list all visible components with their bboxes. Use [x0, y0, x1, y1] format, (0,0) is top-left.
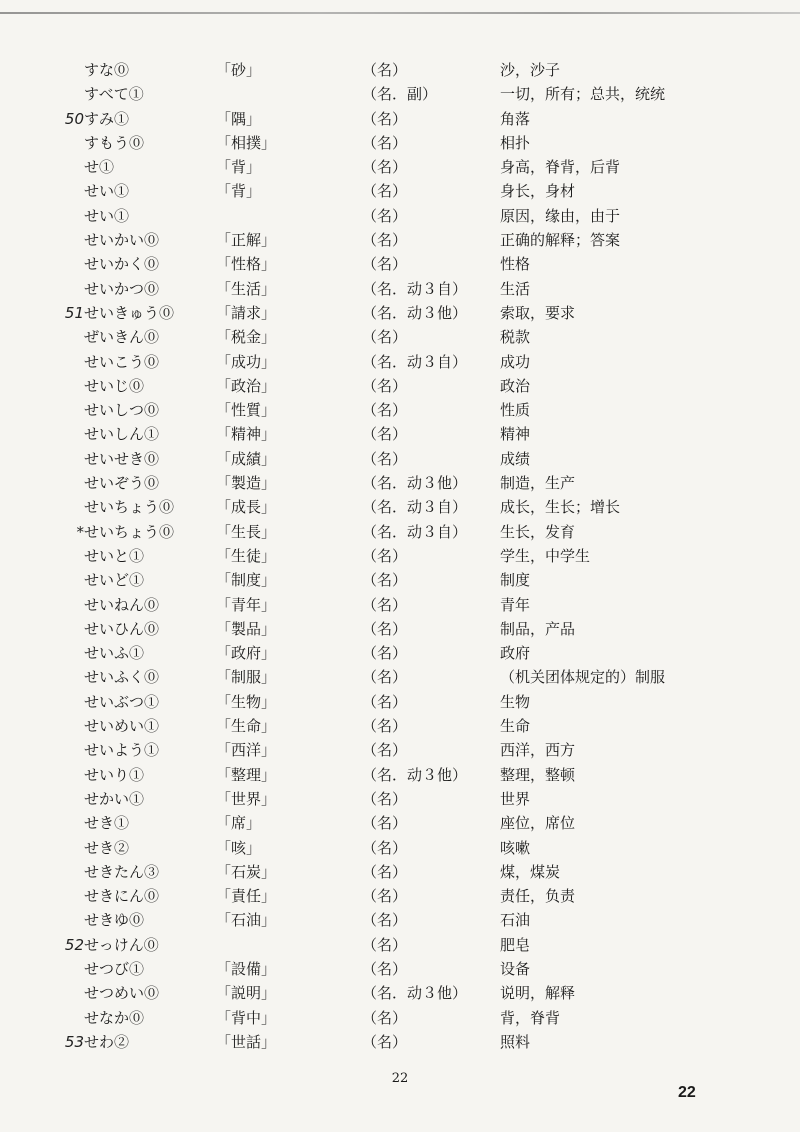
- entry-meaning: 税款: [500, 328, 531, 347]
- handwritten-mark: 51: [64, 303, 84, 322]
- entry-reading: せなか⓪: [84, 1008, 145, 1027]
- page-number-corner: 22: [678, 1084, 696, 1101]
- entry-kanji: 「生活」: [216, 279, 277, 298]
- entry-meaning: 座位，席位: [500, 814, 576, 833]
- entry-meaning: 照料: [500, 1032, 531, 1051]
- entry-part-of-speech: （名．动３他）: [362, 303, 468, 322]
- entry-meaning: 精神: [500, 425, 531, 444]
- vocab-entry: [0, 204, 800, 228]
- entry-part-of-speech: （名．副）: [362, 85, 438, 104]
- vocab-entry: [0, 350, 800, 374]
- entry-reading: せいじ⓪: [84, 376, 145, 395]
- vocabulary-list: [0, 58, 800, 1054]
- entry-part-of-speech: （名）: [362, 61, 408, 79]
- entry-part-of-speech: （名）: [362, 959, 408, 978]
- entry-kanji: 「砂」: [216, 61, 262, 79]
- vocab-entry: [0, 738, 800, 762]
- entry-reading: せいり①: [84, 765, 145, 784]
- vocab-entry: [0, 228, 800, 252]
- entry-part-of-speech: （名）: [362, 789, 408, 808]
- entry-kanji: 「席」: [216, 814, 262, 833]
- vocab-entry: [0, 787, 800, 811]
- entry-meaning: 说明，解释: [500, 984, 576, 1003]
- entry-kanji: 「背」: [216, 182, 262, 201]
- entry-kanji: 「成功」: [216, 352, 277, 371]
- vocab-entry: [0, 398, 800, 422]
- entry-kanji: 「西洋」: [216, 741, 277, 760]
- entry-meaning: 索取，要求: [500, 303, 576, 322]
- entry-meaning: 成功: [500, 352, 531, 371]
- entry-meaning: 背，脊背: [500, 1008, 561, 1027]
- entry-part-of-speech: （名．动３自）: [362, 279, 468, 298]
- entry-part-of-speech: （名）: [362, 1008, 408, 1027]
- entry-reading: せきにん⓪: [84, 887, 160, 906]
- handwritten-mark: 53: [64, 1032, 84, 1051]
- entry-meaning: 身高，脊背，后背: [500, 158, 621, 177]
- entry-part-of-speech: （名．动３自）: [362, 498, 468, 517]
- entry-part-of-speech: （名）: [362, 133, 408, 152]
- entry-reading: せいこう⓪: [84, 352, 160, 371]
- entry-part-of-speech: （名）: [362, 449, 408, 468]
- entry-part-of-speech: （名）: [362, 619, 408, 638]
- entry-meaning: 相扑: [500, 133, 531, 152]
- vocab-entry: [0, 82, 800, 106]
- entry-reading: せいきゅう⓪: [84, 303, 175, 322]
- entry-kanji: 「世話」: [216, 1032, 277, 1051]
- page-number: 22: [391, 1071, 409, 1086]
- entry-kanji: 「青年」: [216, 595, 277, 614]
- entry-reading: せいかつ⓪: [84, 279, 160, 298]
- entry-kanji: 「精神」: [216, 425, 277, 444]
- entry-meaning: 设备: [500, 959, 531, 978]
- entry-reading: すべて①: [84, 85, 144, 104]
- entry-reading: せいかく⓪: [84, 255, 160, 274]
- entry-reading: せい①: [84, 206, 130, 225]
- entry-meaning: 制造，生产: [500, 474, 576, 493]
- entry-reading: せいふ①: [84, 644, 145, 663]
- entry-kanji: 「成績」: [216, 449, 277, 468]
- entry-reading: すな⓪: [84, 61, 130, 79]
- entry-kanji: 「設備」: [216, 959, 277, 978]
- entry-reading: せいねん⓪: [84, 595, 160, 614]
- entry-reading: せ①: [84, 158, 115, 177]
- vocab-entry: [0, 665, 800, 689]
- entry-reading: せいふく⓪: [84, 668, 160, 687]
- entry-part-of-speech: （名．动３自）: [362, 522, 468, 541]
- entry-meaning: 角落: [500, 109, 531, 128]
- entry-kanji: 「生命」: [216, 717, 277, 736]
- vocab-entry: [0, 520, 800, 544]
- entry-reading: せいちょう⓪: [84, 522, 175, 541]
- entry-meaning: 原因，缘由，由于: [500, 206, 621, 225]
- entry-part-of-speech: （名）: [362, 887, 408, 906]
- entry-reading: せいめい①: [84, 717, 160, 736]
- vocab-entry: [0, 933, 800, 957]
- entry-meaning: 石油: [500, 911, 531, 930]
- vocab-entry: [0, 593, 800, 617]
- entry-part-of-speech: （名．动３他）: [362, 984, 468, 1003]
- entry-part-of-speech: （名）: [362, 255, 408, 274]
- entry-part-of-speech: （名）: [362, 328, 408, 347]
- entry-reading: せいかい⓪: [84, 231, 160, 250]
- entry-meaning: 身长，身材: [500, 182, 576, 201]
- entry-part-of-speech: （名）: [362, 376, 408, 395]
- entry-reading: すもう⓪: [84, 133, 145, 152]
- handwritten-mark: 52: [64, 935, 84, 954]
- vocab-entry: [0, 374, 800, 398]
- entry-meaning: 沙，沙子: [500, 61, 561, 79]
- vocab-entry: [0, 447, 800, 471]
- entry-reading: ぜいきん⓪: [84, 328, 160, 347]
- entry-reading: せいよう①: [84, 741, 160, 760]
- entry-meaning: 生物: [500, 692, 531, 711]
- vocab-entry: [0, 544, 800, 568]
- entry-reading: せいひん⓪: [84, 619, 160, 638]
- entry-kanji: 「世界」: [216, 789, 277, 808]
- entry-part-of-speech: （名．动３他）: [362, 474, 468, 493]
- entry-meaning: 政治: [500, 376, 531, 395]
- entry-kanji: 「政治」: [216, 376, 277, 395]
- vocab-entry: [0, 763, 800, 787]
- entry-part-of-speech: （名）: [362, 668, 408, 687]
- entry-part-of-speech: （名）: [362, 862, 408, 881]
- vocab-entry: [0, 252, 800, 276]
- entry-part-of-speech: （名）: [362, 546, 408, 565]
- vocab-entry: [0, 836, 800, 860]
- entry-kanji: 「背」: [216, 158, 262, 177]
- entry-reading: せいちょう⓪: [84, 498, 175, 517]
- entry-meaning: 性格: [500, 255, 531, 274]
- entry-kanji: 「制度」: [216, 571, 277, 590]
- entry-meaning: 成长，生长；增长: [500, 498, 621, 517]
- entry-meaning: 生命: [500, 717, 531, 736]
- handwritten-mark: *: [76, 522, 84, 541]
- handwritten-mark: 50: [64, 109, 84, 128]
- entry-kanji: 「咳」: [216, 838, 262, 857]
- vocab-entry: [0, 617, 800, 641]
- vocab-entry: [0, 179, 800, 203]
- vocab-entry: [0, 957, 800, 981]
- vocab-entry: [0, 301, 800, 325]
- entry-reading: せいぶつ①: [84, 692, 160, 711]
- vocab-entry: [0, 1030, 800, 1054]
- entry-kanji: 「説明」: [216, 984, 277, 1003]
- entry-meaning: 生长，发育: [500, 522, 576, 541]
- entry-kanji: 「請求」: [216, 303, 277, 322]
- entry-meaning: 制度: [500, 571, 531, 590]
- entry-reading: せいせき⓪: [84, 449, 160, 468]
- entry-meaning: 西洋，西方: [500, 741, 576, 760]
- vocab-entry: [0, 58, 800, 82]
- entry-meaning: 正确的解释；答案: [500, 231, 621, 250]
- vocab-entry: [0, 860, 800, 884]
- entry-part-of-speech: （名）: [362, 1032, 408, 1051]
- entry-part-of-speech: （名．动３他）: [362, 765, 468, 784]
- vocab-entry: [0, 908, 800, 932]
- entry-meaning: 责任，负责: [500, 887, 576, 906]
- entry-kanji: 「石炭」: [216, 862, 277, 881]
- entry-kanji: 「税金」: [216, 328, 277, 347]
- entry-part-of-speech: （名）: [362, 838, 408, 857]
- entry-reading: せき①: [84, 814, 130, 833]
- vocab-entry: [0, 155, 800, 179]
- entry-kanji: 「責任」: [216, 887, 277, 906]
- entry-part-of-speech: （名）: [362, 231, 408, 250]
- entry-kanji: 「成長」: [216, 498, 277, 517]
- entry-part-of-speech: （名）: [362, 206, 408, 225]
- entry-reading: せかい①: [84, 789, 145, 808]
- entry-part-of-speech: （名）: [362, 741, 408, 760]
- entry-reading: せい①: [84, 182, 130, 201]
- entry-kanji: 「性質」: [216, 401, 277, 420]
- entry-reading: せいしん①: [84, 425, 160, 444]
- entry-part-of-speech: （名）: [362, 571, 408, 590]
- vocab-entry: [0, 471, 800, 495]
- vocab-entry: [0, 325, 800, 349]
- entry-kanji: 「石油」: [216, 911, 277, 930]
- entry-kanji: 「隅」: [216, 109, 262, 128]
- entry-meaning: 青年: [500, 595, 531, 614]
- entry-part-of-speech: （名．动３自）: [362, 352, 468, 371]
- entry-reading: せつめい⓪: [84, 984, 160, 1003]
- entry-part-of-speech: （名）: [362, 401, 408, 420]
- entry-part-of-speech: （名）: [362, 182, 408, 201]
- vocab-entry: [0, 131, 800, 155]
- entry-kanji: 「性格」: [216, 255, 277, 274]
- entry-meaning: （机关团体规定的）制服: [500, 668, 666, 687]
- entry-part-of-speech: （名）: [362, 911, 408, 930]
- entry-part-of-speech: （名）: [362, 158, 408, 177]
- vocab-entry: [0, 422, 800, 446]
- entry-meaning: 生活: [500, 279, 531, 298]
- vocab-entry: [0, 641, 800, 665]
- entry-reading: せきたん③: [84, 862, 160, 881]
- entry-reading: せき②: [84, 838, 130, 857]
- entry-reading: せわ②: [84, 1032, 130, 1051]
- vocab-entry: [0, 690, 800, 714]
- entry-part-of-speech: （名）: [362, 644, 408, 663]
- entry-kanji: 「政府」: [216, 644, 277, 663]
- entry-kanji: 「生長」: [216, 522, 277, 541]
- entry-reading: せいと①: [84, 546, 145, 565]
- entry-meaning: 肥皂: [500, 935, 531, 954]
- vocab-entry: [0, 568, 800, 592]
- entry-kanji: 「生物」: [216, 692, 277, 711]
- entry-kanji: 「整理」: [216, 765, 277, 784]
- entry-kanji: 「製造」: [216, 474, 277, 493]
- vocab-entry: [0, 277, 800, 301]
- entry-meaning: 性质: [500, 401, 531, 420]
- entry-kanji: 「背中」: [216, 1008, 277, 1027]
- entry-meaning: 成绩: [500, 449, 531, 468]
- entry-reading: せいど①: [84, 571, 145, 590]
- entry-part-of-speech: （名）: [362, 425, 408, 444]
- vocab-entry: [0, 884, 800, 908]
- entry-kanji: 「生徒」: [216, 546, 277, 565]
- entry-part-of-speech: （名）: [362, 109, 408, 128]
- entry-part-of-speech: （名）: [362, 935, 408, 954]
- entry-reading: せつび①: [84, 959, 145, 978]
- entry-part-of-speech: （名）: [362, 595, 408, 614]
- vocab-entry: [0, 981, 800, 1005]
- vocab-entry: [0, 811, 800, 835]
- entry-meaning: 一切，所有；总共，统统: [500, 85, 666, 104]
- entry-meaning: 学生，中学生: [500, 546, 591, 565]
- entry-reading: せっけん⓪: [84, 935, 159, 954]
- entry-part-of-speech: （名）: [362, 717, 408, 736]
- entry-kanji: 「製品」: [216, 619, 277, 638]
- vocab-entry: [0, 107, 800, 131]
- entry-meaning: 煤，煤炭: [500, 862, 561, 881]
- entry-kanji: 「正解」: [216, 231, 277, 250]
- entry-part-of-speech: （名）: [362, 692, 408, 711]
- entry-part-of-speech: （名）: [362, 814, 408, 833]
- entry-kanji: 「制服」: [216, 668, 277, 687]
- vocab-entry: [0, 714, 800, 738]
- scan-edge-line: [0, 12, 800, 14]
- entry-meaning: 咳嗽: [500, 838, 531, 857]
- entry-meaning: 政府: [500, 644, 531, 663]
- vocab-entry: [0, 495, 800, 519]
- vocab-entry: [0, 1006, 800, 1030]
- entry-reading: すみ①: [84, 109, 130, 128]
- entry-reading: せきゆ⓪: [84, 911, 145, 930]
- entry-meaning: 整理，整顿: [500, 765, 576, 784]
- entry-meaning: 制品，产品: [500, 619, 576, 638]
- entry-kanji: 「相撲」: [216, 133, 277, 152]
- entry-meaning: 世界: [500, 789, 531, 808]
- entry-reading: せいぞう⓪: [84, 474, 160, 493]
- entry-reading: せいしつ⓪: [84, 401, 160, 420]
